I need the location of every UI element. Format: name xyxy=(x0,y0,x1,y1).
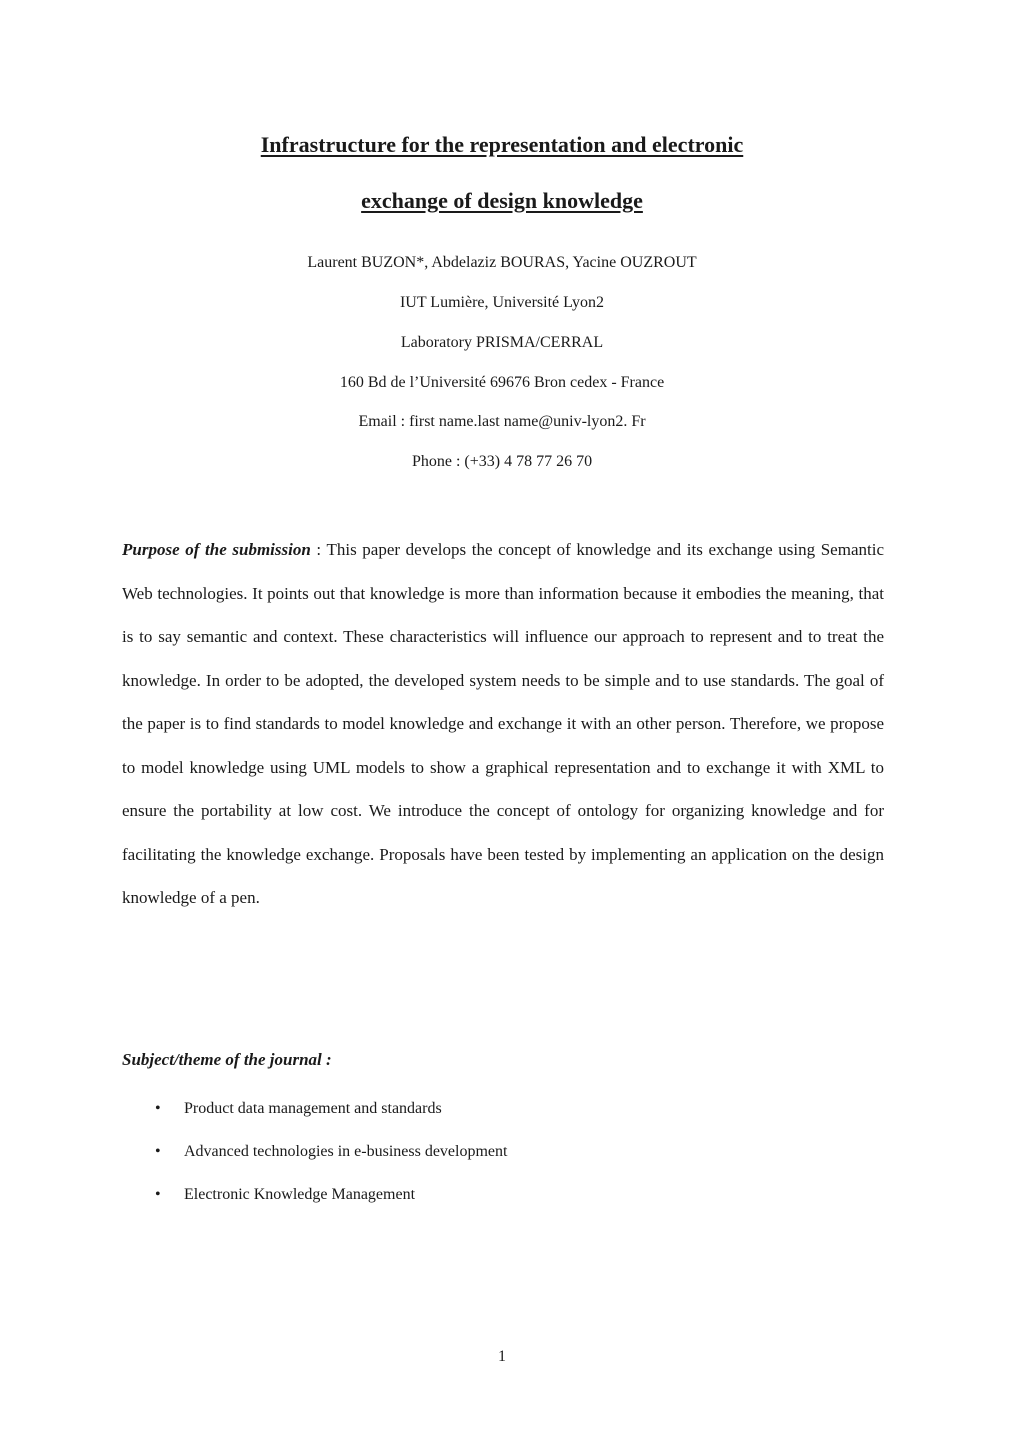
email: Email : first name.last name@univ-lyon2. Fr xyxy=(358,413,646,430)
list-item xyxy=(150,1180,507,1223)
topic-label: Product data management and standards xyxy=(184,1100,442,1117)
subject-heading: Subject/theme of the journal : xyxy=(122,1050,332,1069)
topic-list xyxy=(150,1094,507,1223)
page-number: 1 xyxy=(498,1348,506,1365)
paper-title-line-1: Infrastructure for the representation and electronic xyxy=(260,132,744,157)
bullet-icon: • xyxy=(155,1143,161,1160)
bullet-icon: • xyxy=(155,1186,161,1203)
abstract-label: Purpose of the submission xyxy=(122,540,311,559)
abstract-text: : This paper develops the concept of knowledge and its exchange using Semantic Web technologies. It points out that knowledge is more than information because it embodies the meaning, that is to say semantic and context. These characteristics will influence our approach to represent and to treat the knowledge. In order to be adopted, the developed system needs to be simple and to use standards. The goal of the paper is to find standards to model knowledge and exchange it with an other person. Therefore, we propose to model knowledge using UML models to show a graphical representation and to exchange it with XML to ensure the portability at low cost. We introduce the concept of ontology for organizing knowledge and for facilitating the knowledge exchange. Proposals have been tested by implementing an application on the design knowledge of a pen. xyxy=(122,540,884,907)
institution: IUT Lumière, Université Lyon2 xyxy=(399,294,605,311)
list-item xyxy=(150,1094,507,1137)
bullet-icon: • xyxy=(155,1100,161,1117)
laboratory: Laboratory PRISMA/CERRAL xyxy=(400,334,604,351)
topic-label: Advanced technologies in e-business development xyxy=(184,1143,508,1160)
authors: Laurent BUZON*, Abdelaziz BOURAS, Yacine OUZROUT xyxy=(307,254,697,271)
abstract-paragraph xyxy=(122,528,884,920)
topic-label: Electronic Knowledge Management xyxy=(184,1186,416,1203)
phone: Phone : (+33) 4 78 77 26 70 xyxy=(411,453,593,470)
address: 160 Bd de l’Université 69676 Bron cedex - France xyxy=(339,374,665,391)
list-item xyxy=(150,1137,507,1180)
paper-title-line-2: exchange of design knowledge xyxy=(361,188,643,213)
